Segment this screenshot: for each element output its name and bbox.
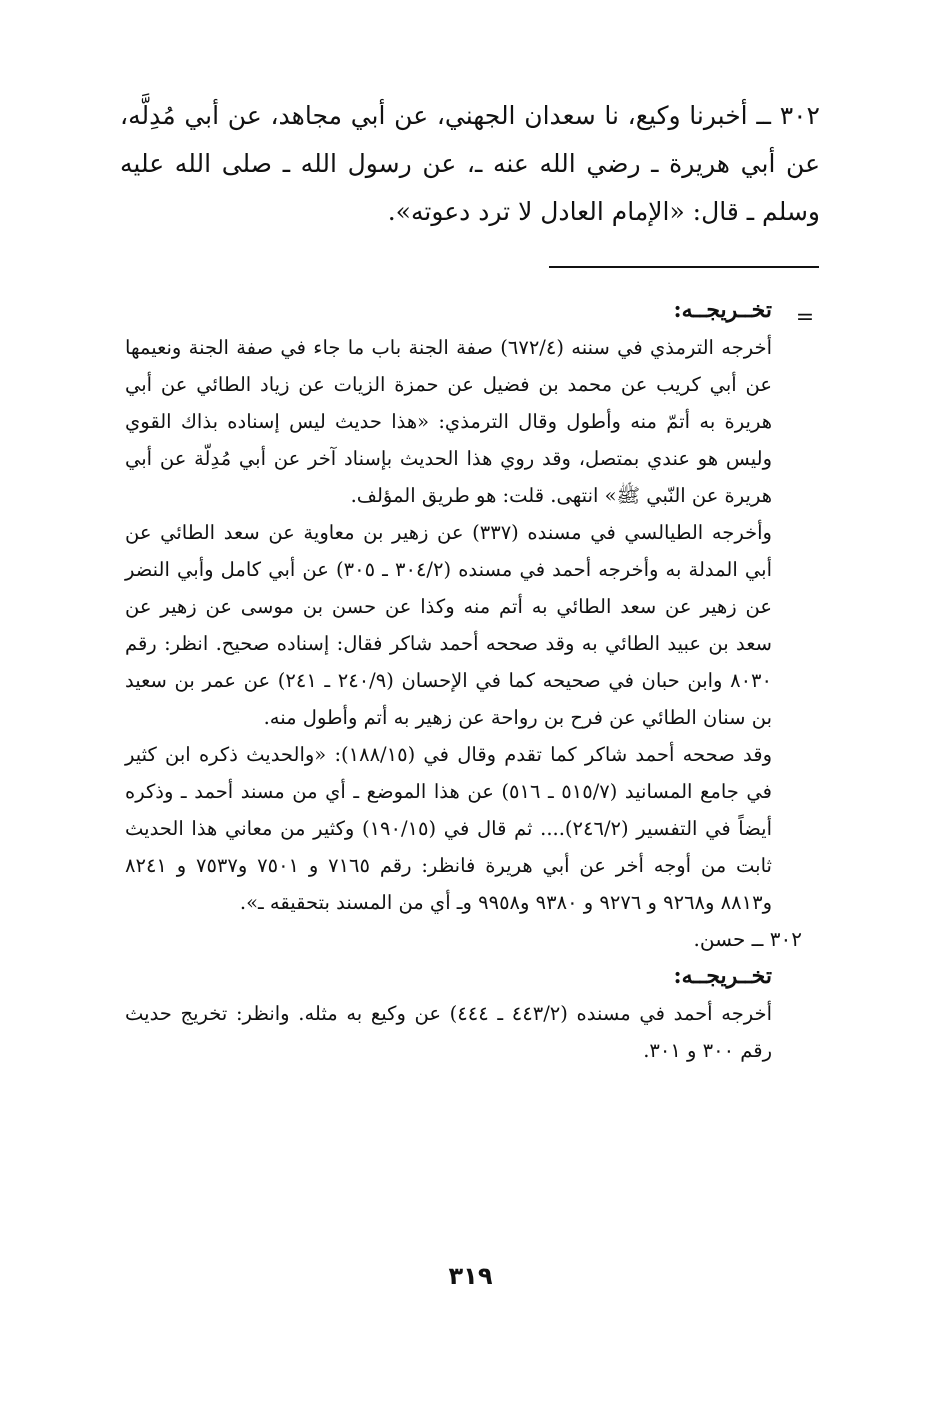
page-number: ٣١٩ <box>448 1262 493 1290</box>
hadith-grade: ٣٠٢ ــ حسن. <box>693 927 802 951</box>
hadith-text: ٣٠٢ ــ أخبرنا وكيع، نا سعدان الجهني، عن أبي مجاهد، عن أبي مُدِلَّه، عن أبي هريرة ـ رضي الله عنه ـ، عن رسول الله ـ صلى الله عليه وسلم ـ قال: «الإمام العادل لا ترد دعوته». <box>120 101 820 226</box>
footnote-paragraph-3: وقد صححه أحمد شاكر كما تقدم وقال في (١٨٨/١٥): «والحديث ذكره ابن كثير في جامع المسانيد (٥١٥/٧ ـ ٥١٦) عن هذا الموضع ـ أي من مسند أحمد ـ وذكره أيضاً في التفسير (٢٤٦/٢).... ثم قال في (١٩٠/١٥) وكثير من معاني هذا الحديث ثابت من أوجه أخر عن أبي هريرة فانظر: رقم ٧١٦٥ و ٧٥٠١ و٧٥٣٧ و ٨٢٤١ و٨٨١٣ و٩٢٦٨ و ٩٢٧٦ و ٩٣٨٠ و٩٩٥٨ وـ أي من المسند بتحقيقه ـ». <box>125 743 772 914</box>
takhrij-heading-2: تخــريجــه: <box>673 963 772 989</box>
footnote-paragraph-4: أخرجه أحمد في مسنده (٤٤٣/٢ ـ ٤٤٤) عن وكيع به مثله. وانظر: تخريج حديث رقم ٣٠٠ و ٣٠١. <box>125 1002 773 1062</box>
footnotes <box>125 292 802 1069</box>
footnote-paragraph-2: وأخرجه الطيالسي في مسنده (٣٣٧) عن زهير بن معاوية عن سعد الطائي عن أبي المدلة به وأخرجه أحمد في مسنده (٣٠٤/٢ ـ ٣٠٥) عن أبي كامل وأبي النضر عن زهير عن سعد الطائي به أتم منه وكذا عن حسن بن موسى عن زهير عن سعد بن عبيد الطائي به وقد صححه أحمد شاكر فقال: إسناده صحيح. انظر: رقم ٨٠٣٠ وابن حبان في صحيحه كما في الإحسان (٢٤٠/٩ ـ ٢٤١) عن عمر بن سعيد بن سنان الطائي عن فرح بن رواحة عن زهير به أتم وأطول منه. <box>125 521 772 729</box>
takhrij-heading: تخــريجــه: <box>673 297 772 323</box>
footnote-paragraph-1: أخرجه الترمذي في سننه (٦٧٢/٤) صفة الجنة باب ما جاء في صفة الجنة ونعيمها عن أبي كريب عن محمد بن فضيل عن حمزة الزيات عن زياد الطائي عن أبي هريرة به أتمّ منه وأطول وقال الترمذي: «هذا حديث ليس إسناده بذاك القوي وليس هو عندي بمتصل، وقد روي هذا الحديث بإسناد آخر عن أبي مُدِلّة عن أبي هريرة عن النّبي ﷺ» انتهى. قلت: هو طريق المؤلف. <box>125 336 772 507</box>
continuation-mark: = <box>795 305 815 330</box>
footnote-separator <box>549 266 819 268</box>
